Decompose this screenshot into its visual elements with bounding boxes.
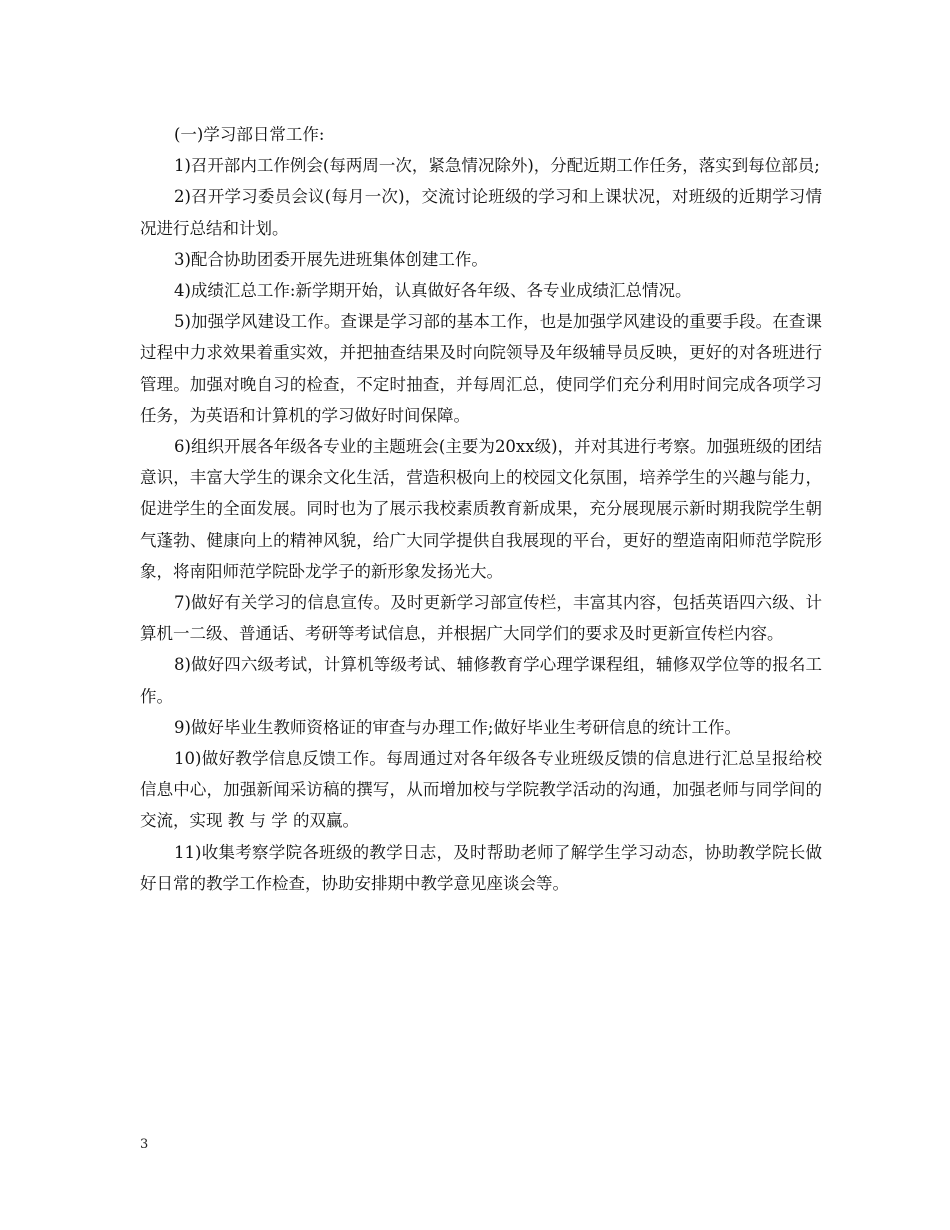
document-body bbox=[140, 119, 822, 899]
section-heading: (一)学习部日常工作: bbox=[174, 125, 325, 144]
paragraph-item-2: 2)召开学习委员会议(每月一次)，交流讨论班级的学习和上课状况，对班级的近期学习情况进行总结和计划。 bbox=[140, 187, 822, 238]
paragraph-item-10: 10)做好教学信息反馈工作。每周通过对各年级各专业班级反馈的信息进行汇总呈报给校信息中心，加强新闻采访稿的撰写，从而增加校与学院教学活动的沟通，加强老师与同学间的交流，实现 教 与 学 的双赢。 bbox=[140, 749, 822, 831]
paragraph-item-6: 6)组织开展各年级各专业的主题班会(主要为20xx级)，并对其进行考察。加强班级的团结意识，丰富大学生的课余文化生活，营造积极向上的校园文化氛围，培养学生的兴趣与能力，促进学生的全面发展。同时也为了展示我校素质教育新成果，充分展现展示新时期我院学生朝气蓬勃、健康向上的精神风貌，给广大同学提供自我展现的平台，更好的塑造南阳师范学院形象，将南阳师范学院卧龙学子的新形象发扬光大。 bbox=[140, 437, 822, 581]
paragraph-item-7: 7)做好有关学习的信息宣传。及时更新学习部宣传栏，丰富其内容，包括英语四六级、计算机一二级、普通话、考研等考试信息，并根据广大同学们的要求及时更新宣传栏内容。 bbox=[140, 593, 822, 644]
paragraph-item-4: 4)成绩汇总工作:新学期开始，认真做好各年级、各专业成绩汇总情况。 bbox=[174, 281, 692, 301]
paragraph-item-3: 3)配合协助团委开展先进班集体创建工作。 bbox=[174, 249, 488, 269]
paragraph-item-8: 8)做好四六级考试，计算机等级考试、辅修教育学心理学课程组，辅修双学位等的报名工作。 bbox=[140, 655, 822, 706]
paragraph-item-1: 1)召开部内工作例会(每两周一次，紧急情况除外)，分配近期工作任务，落实到每位部员; bbox=[174, 156, 820, 176]
page-number: 3 bbox=[140, 1137, 149, 1152]
paragraph-item-9: 9)做好毕业生教师资格证的审查与办理工作;做好毕业生考研信息的统计工作。 bbox=[174, 717, 741, 737]
paragraph-item-11: 11)收集考察学院各班级的教学日志，及时帮助老师了解学生学习动态，协助教学院长做好日常的教学工作检查，协助安排期中教学意见座谈会等。 bbox=[140, 842, 822, 893]
paragraph-item-5: 5)加强学风建设工作。查课是学习部的基本工作，也是加强学风建设的重要手段。在查课过程中力求效果着重实效，并把抽查结果及时向院领导及年级辅导员反映，更好的对各班进行管理。加强对晚自习的检查，不定时抽查，并每周汇总，使同学们充分利用时间完成各项学习任务，为英语和计算机的学习做好时间保障。 bbox=[140, 312, 822, 425]
